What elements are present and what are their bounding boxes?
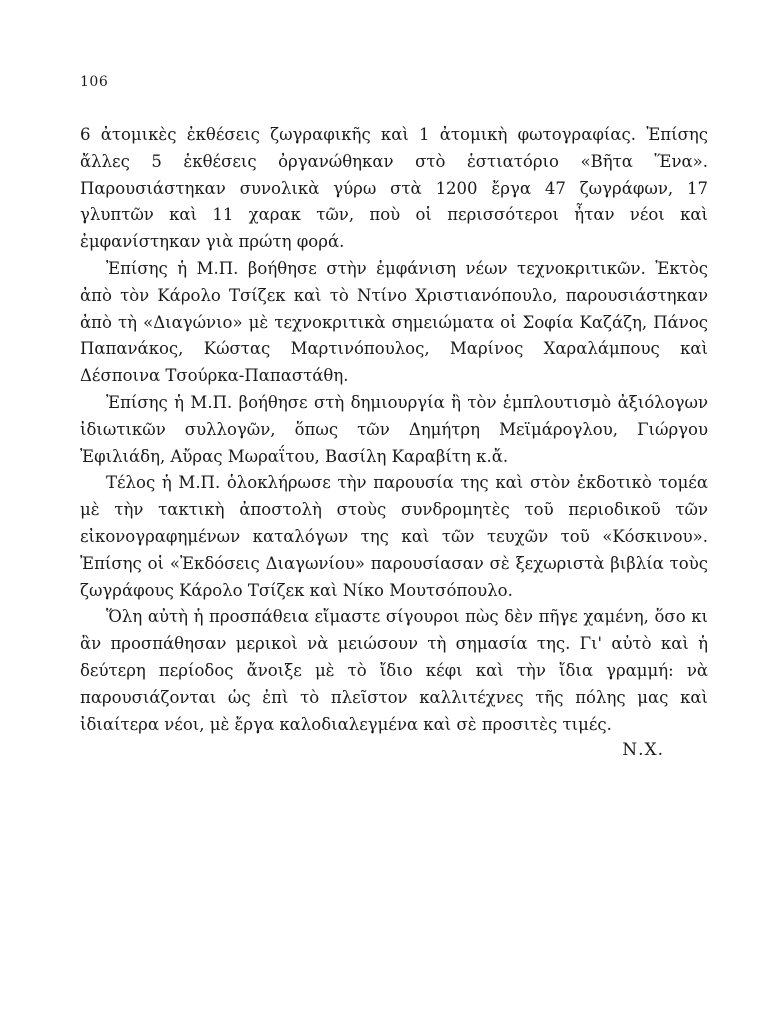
- page-number: 106: [80, 74, 109, 90]
- body-text: [80, 122, 708, 738]
- paragraph-3: Ἐπίσης ἡ Μ.Π. βοήθησε στὴ δημιουργία ἢ τὸν ἐμπλουτισμὸ ἀξιόλογων ἰδιωτικῶν συλλογῶν, ὅπως τῶν Δημήτρη Μεϊμάρογλου, Γιώργου Ἐφιλιάδη, Αὔρας Μωραΐτου, Βασίλη Καραβίτη κ.ἄ.: [80, 392, 708, 466]
- paragraph-5: Ὅλη αὐτὴ ἡ προσπάθεια εἴμαστε σίγουροι πὼς δὲν πῆγε χαμένη, ὅσο κι ἂν προσπάθησαν μερικοὶ νὰ μειώσουν τὴ σημασία της. Γι' αὐτὸ καὶ ἡ δεύτερη περίοδος ἄνοιξε μὲ τὸ ἴδιο κέφι καὶ τὴν ἴδια γραμμή: νὰ παρουσιάζονται ὡς ἐπὶ τὸ πλεῖστον καλλιτέχνες τῆς πόλης μας καὶ ἰδιαίτερα νέοι, μὲ ἔργα καλοδιαλεγμένα καὶ σὲ προσιτὲς τιμές.: [80, 607, 708, 734]
- paragraph-1: 6 ἀτομικὲς ἐκθέσεις ζωγραφικῆς καὶ 1 ἀτομικὴ φωτογραφίας. Ἐπίσης ἄλλες 5 ἐκθέσεις ὀργανώθηκαν στὸ ἑστιατόριο «Βῆτα Ἕνα». Παρουσιάστηκαν συνολικὰ γύρω στὰ 1200 ἔργα 47 ζωγράφων, 17 γλυπτῶν καὶ 11 χαρακ τῶν, ποὺ οἱ περισσότεροι ἦταν νέοι καὶ ἐμφανίστηκαν γιὰ πρώτη φορά.: [80, 125, 708, 252]
- paragraph-4: Τέλος ἡ Μ.Π. ὁλοκλήρωσε τὴν παρουσία της καὶ στὸν ἐκδοτικὸ τομέα μὲ τὴν τακτικὴ ἀποστολὴ στοὺς συνδρομητὲς τοῦ περιοδικοῦ τῶν εἰκονογραφημένων καταλόγων της καὶ τῶν τευχῶν τοῦ «Κόσκινου». Ἐπίσης οἱ «Ἐκδόσεις Διαγωνίου» παρουσίασαν σὲ ξεχωριστὰ βιβλία τοὺς ζωγράφους Κάρολο Τσίζεκ καὶ Νίκο Μουτσόπουλο.: [80, 473, 708, 600]
- author-signature: Ν.Χ.: [622, 740, 664, 760]
- paragraph-2: Ἐπίσης ἡ Μ.Π. βοήθησε στὴν ἐμφάνιση νέων τεχνοκριτικῶν. Ἐκτὸς ἀπὸ τὸν Κάρολο Τσίζεκ καὶ τὸ Ντίνο Χριστιανόπουλο, παρουσιάστηκαν ἀπὸ τὴ «Διαγώνιο» μὲ τεχνοκριτικὰ σημειώματα οἱ Σοφία Καζάζη, Πάνος Παπανάκος, Κώστας Μαρτινόπουλος, Μαρίνος Χαραλάμπους καὶ Δέσποινα Τσούρκα-Παπαστάθη.: [80, 258, 708, 386]
